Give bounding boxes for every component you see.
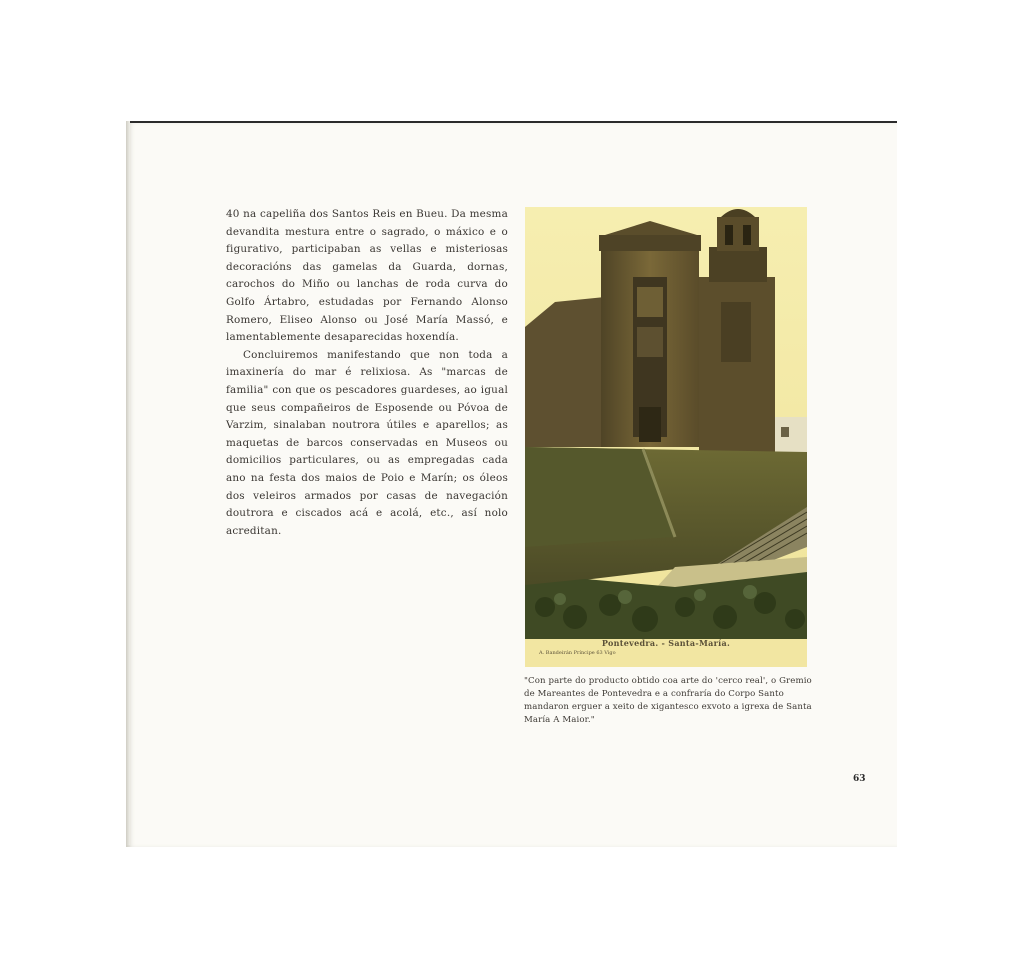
photo-title: Pontevedra. - Santa-María. — [601, 638, 731, 648]
photo-caption: "Con parte do producto obtido coa arte do 'cerco real', o Gremio de Mareantes de Pontevedra e a confraría do Corpo Santo mandaron erguer a xeito de xigantesco exvoto a igrexa de Santa María A Maior." — [524, 676, 812, 725]
page-number: 63 — [853, 774, 866, 784]
paragraph-2: Concluiremos manifestando que non toda a imaxinería do mar é relixiosa. As "marcas de familia" con que os pescadores guardeses, ao igual que seus compañeiros de Esposende ou Póvoa de Varzim, sinalaban noutrora útiles e aparellos; as maquetas de barcos conservadas en Museos ou domicilios particulares, ou as empregadas cada ano na festa dos maios de Poio e Marín; os óleos dos veleiros armados por casas de navegación doutrora e ciscados acá e acolá, etc., así nolo acreditan. — [226, 348, 508, 537]
paragraph-1: 40 na capeliña dos Santos Reis en Bueu. Da mesma devandita mestura entre o sagrado, o máxico e o figurativo, participaban as vellas e misteriosas decoracións das gamelas da Guarda, dornas, carochos do Miño ou lanchas de roda curva do Golfo Ártabro, estudadas por Fernando Alonso Romero, Eliseo Alonso ou José María Massó, e lamentablemente desaparecidas hoxendía. — [226, 208, 508, 344]
church-illustration — [525, 207, 807, 667]
page-binding-shadow — [126, 121, 130, 845]
church-photograph — [525, 207, 807, 667]
photo-publisher: A. Bandeirán Príncipe 63 Vigo — [539, 650, 616, 656]
body-text — [226, 206, 508, 540]
